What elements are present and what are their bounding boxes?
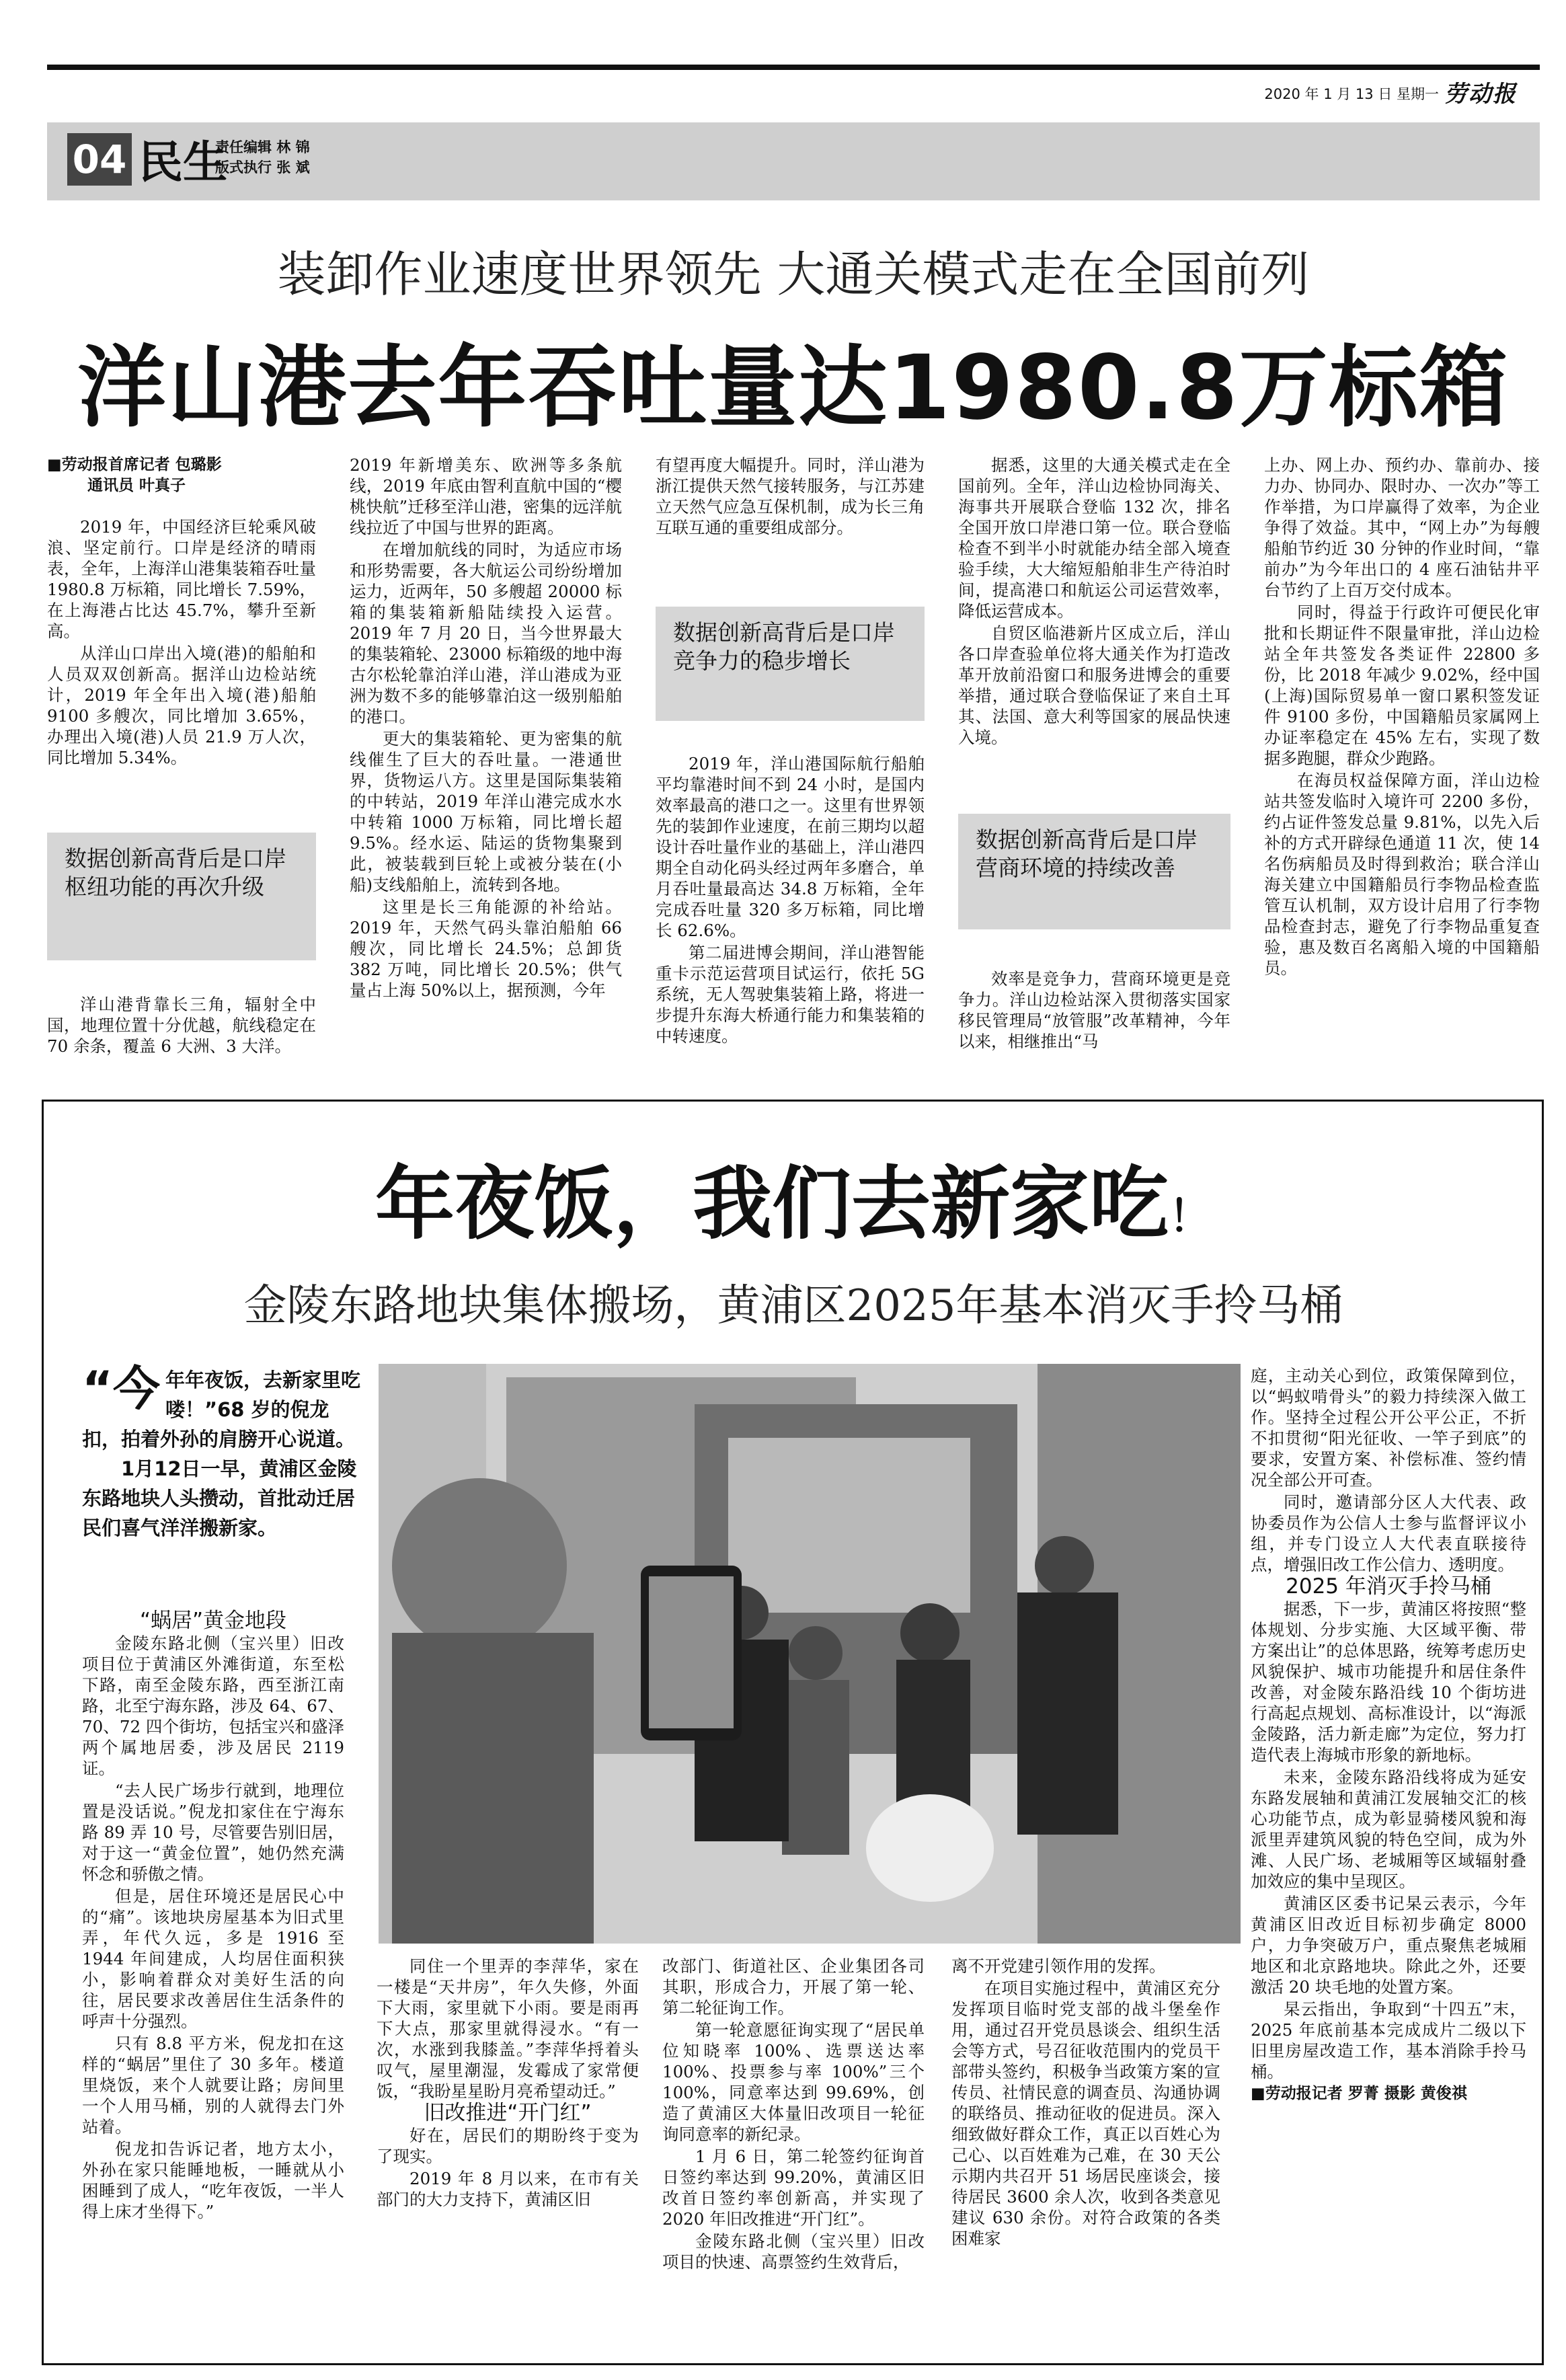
article1-byline2: 通讯员 叶真子 [87, 477, 186, 494]
page-number: 04 [67, 133, 132, 186]
article1-col5 [1264, 455, 1540, 980]
article1-col1b [47, 994, 316, 1058]
paragraph: 据悉，这里的大通关模式走在全国前列。全年，洋山边检协同海关、海事共开展联合登临 132 次，排名全国开放口岸港口第一位。联合登临检查不到半小时就能办结全部入境查验手续，大大缩短船舶非生产待泊时间，提高港口和航运公司运营效率，降低运营成本。 [958, 455, 1230, 621]
article2-headline-text: 年夜饭，我们去新家吃 [375, 1157, 1169, 1250]
paragraph: 上办、网上办、预约办、靠前办、接力办、协同办、限时办、一次办”等工作举措，为口岸赢得了效率，为企业争得了效益。其中，“网上办”为每艘船舶节约近 30 分钟的作业时间，“靠前办”为今年出口的 4 座石油钻井平台节约了上百万交付成本。 [1264, 455, 1540, 600]
paragraph: 从洋山口岸出入境(港)的船舶和人员双双创新高。据洋山边检站统计，2019 年全年出入境(港)船舶 9100 多艘次，同比增加 3.65%，办理出入境(港)人员 21.9 万人次，同比增加 5.34%。 [47, 644, 316, 767]
paragraph: 离不开党建引领作用的发挥。 [951, 1956, 1166, 1976]
article2-colB [377, 1956, 639, 2211]
subhead-c: 2025 年消灭手拎马桶 [1286, 1574, 1491, 1599]
paragraph: 庭，主动关心到位，政策保障到位，以“蚂蚁啃骨头”的毅力持续深入做工作。坚持全过程公开公平公正，不折不扣贯彻“阳光征收、一竿子到底”的要求，安置方案、补偿标准、签约情况全部公开可查。 [1251, 1366, 1526, 1490]
paragraph: 2019 年新增美东、欧洲等多条航线，2019 年底由智利直航中国的“樱桃快航”迁移至洋山港，密集的远洋航线拉近了中国与世界的距离。 [350, 455, 622, 537]
paragraph: 2019 年 8 月以来，在市有关部门的大力支持下，黄浦区旧 [377, 2169, 639, 2209]
paragraph: 2019 年，中国经济巨轮乘风破浪、坚定前行。口岸是经济的晴雨表，全年，上海洋山港集装箱吞吐量 1980.8 万标箱，同比增长 7.59%，在上海港占比达 45.7%，攀升至新高。 [47, 517, 316, 641]
photo-placeholder-icon [379, 1364, 1241, 1944]
dateline: 2020 年 1 月 13 日 星期一 [1264, 86, 1439, 102]
article2-colC [662, 1956, 925, 2274]
article2-lead [82, 1361, 364, 1543]
lead-text-2: 1月12日一早，黄浦区金陵东路地块人头攒动，首批动迁居民们喜气洋洋搬新家。 [82, 1457, 357, 1539]
paragraph: 在增加航线的同时，为适应市场和形势需要，各大航运公司纷纷增加运力，近两年，50 多艘超 20000 标箱的集装箱新船陆续投入运营。2019 年 7 月 20 日，当今世界最大的集装箱轮、23000 标箱级的地中海古尔松轮靠泊洋山港，洋山港成为亚洲为数不多的能够靠泊这一级别船舶的港口。 [350, 540, 622, 726]
paragraph: 金陵东路北侧（宝兴里）旧改项目位于黄浦区外滩街道，东至松下路，南至金陵东路，西至浙江南路，北至宁海东路，涉及 64、67、70、72 四个街坊，包括宝兴和盛泽两个属地居委，涉及居民 2119 证。 [82, 1634, 344, 1778]
editor-credits [215, 137, 310, 178]
article1-byline: ■劳动报首席记者 包璐影 [47, 456, 222, 473]
news-photo [379, 1364, 1241, 1944]
article2-credit: ■劳动报记者 罗菁 摄影 黄俊祺 [1251, 2085, 1467, 2102]
paragraph: “去人民广场步行就到，地理位置是没话说。”倪龙扣家住在宁海东路 89 弄 10 号，尽管要告别旧居，对于这一“黄金位置”，她仍然充满怀念和骄傲之情。 [82, 1781, 344, 1884]
newspaper-logo: 劳动报 [1444, 81, 1517, 108]
paragraph: 但是，居住环境还是居民心中的“痛”。该地块房屋基本为旧式里弄，年代久远，多是 1916 至 1944 年间建成，人均居住面积狭小，影响着群众对美好生活的向往，居民要求改善居住生活条件的呼声十分强烈。 [82, 1886, 344, 2031]
paragraph: 只有 8.8 平方米，倪龙扣在这样的“蜗居”里住了 30 多年。楼道里烧饭，来个人就要让路；房间里一个人用马桶，别的人就得去门外站着。 [82, 2034, 344, 2137]
article1-col4b [958, 968, 1230, 1053]
top-rule [47, 65, 1540, 70]
paragraph: 这里是长三角能源的补给站。2019 年，天然气码头靠泊船舶 66 艘次，同比增长 24.5%；总卸货 382 万吨，同比增长 20.5%；供气量占上海 50%以上，据预测，今年 [350, 897, 622, 1000]
layout-line: 版式执行 张 斌 [215, 159, 310, 176]
paragraph: 在海员权益保障方面，洋山边检站共签发临时入境许可 2200 多份，约占证件签发总量 9.81%，以先入后补的方式开辟绿色通道 11 次，使 14 名伤病船员及时得到救治；联合洋山海关建立中国籍船员行李物品检查监管互认机制，双方设计启用了行李物品检查封志，避免了行李物品重复查验，惠及数百名离船入境的中国籍船员。 [1264, 771, 1540, 978]
paragraph: 据悉，下一步，黄浦区将按照“整体规划、分步实施、大区域平衡、带方案出让”的总体思路，统筹考虑历史风貌保护、城市功能提升和居住条件改善，对金陵东路沿线 10 个街坊进行高起点规划、高标准设计，以“海派金陵路，活力新走廊”为定位，努力打造代表上海城市形象的新地标。 [1251, 1599, 1526, 1765]
paragraph: 2019 年，洋山港国际航行船舶平均靠港时间不到 24 小时，是国内效率最高的港口之一。这里有世界领先的装卸作业速度，在前三期均以超设计吞吐量作业的基础上，洋山港四期全自动化码头经过两年多磨合，单月吞吐量最高达 34.8 万标箱，全年完成吞吐量 320 多万标箱，同比增长 62.6%。 [656, 754, 925, 940]
paragraph: 同时，得益于行政许可便民化审批和长期证件不限量审批，洋山边检站全年共签发各类证件 22800 多份，比 2018 年减少 9.02%，经中国(上海)国际贸易单一窗口累积签发证件 9100 多份，中国籍船员家属网上办证率稳定在 45% 左右，实现了数据多跑腿，群众少跑路。 [1264, 603, 1540, 768]
article1-col4 [958, 455, 1230, 749]
article2-subheadline: 金陵东路地块集体搬场，黄浦区2025年基本消灭手拎马桶 [243, 1281, 1343, 1331]
paragraph: 自贸区临港新片区成立后，洋山各口岸查验单位将大通关作为打造改革开放前沿窗口和服务进博会的重要举措，通过联合登临保证了来自土耳其、法国、意大利等国家的展品快速入境。 [958, 623, 1230, 747]
paragraph: 1 月 6 日，第二轮签约征询首日签约率达到 99.20%，黄浦区旧改首日签约率创新高，并实现了 2020 年旧改推进“开门红”。 [662, 2147, 925, 2229]
paragraph: 有望再度大幅提升。同时，洋山港为浙江提供天然气接转服务，与江苏建立天然气应急互保机制，成为长三角互联互通的重要组成部分。 [656, 455, 925, 537]
article1-subhead-3: 数据创新高背后是口岸营商环境的持续改善 [958, 814, 1230, 929]
paragraph: 好在，居民们的期盼终于变为了现实。 [377, 2126, 639, 2166]
drop-cap: “今 [82, 1361, 161, 1416]
article1-col3 [656, 455, 925, 539]
article2-colD [951, 1956, 1220, 2250]
editor-line: 责任编辑 林 锦 [215, 139, 310, 155]
section-title: 民生 [139, 136, 227, 188]
paragraph: 倪龙扣告诉记者，地方太小，外孙在家只能睡地板，一睡就从小困睡到了成人，“吃年夜饭，一半人得上床才坐得下。” [82, 2139, 344, 2221]
paragraph: 第一轮意愿征询实现了“居民单位知晓率 100%、选票送达率 100%、投票参与率 100%”三个 100%，同意率达到 99.69%，创造了黄浦区大体量旧改项目一轮征询同意率的新纪录。 [662, 2020, 925, 2144]
paragraph: 金陵东路北侧（宝兴里）旧改项目的快速、高票签约生效背后， [662, 2231, 925, 2272]
article1-col2 [350, 455, 622, 1002]
lead-text: 年年夜饭，去新家里吃喽！”68 岁的倪龙扣，拍着外孙的肩膀开心说道。 [82, 1369, 361, 1451]
subhead-b: 旧改推进“开门红” [424, 2101, 592, 2125]
paragraph: 杲云指出，争取到“十四五”末，2025 年底前基本完成成片二级以下旧里房屋改造工作，基本消除手拎马桶。 [1251, 1999, 1526, 2081]
paragraph: 洋山港背靠长三角，辐射全中国，地理位置十分优越，航线稳定在 70 余条，覆盖 6 大洲、3 大洋。 [47, 995, 316, 1056]
paragraph: 同时，邀请部分区人大代表、政协委员作为公信人士参与监督评议小组，并专门设立人大代表直联接待点，增强旧改工作公信力、透明度。 [1251, 1492, 1526, 1574]
paragraph: 未来，金陵东路沿线将成为延安东路发展轴和黄浦江发展轴交汇的核心功能节点，成为彰显骑楼风貌和海派里弄建筑风貌的特色空间，成为外滩、人民广场、老城厢等区域辐射叠加效应的集中呈现区。 [1251, 1767, 1526, 1891]
paragraph: 黄浦区区委书记杲云表示，今年黄浦区旧改近目标初步确定 8000 户，力争突破万户，重点聚焦老城厢地区和北京路地块。除此之外，还要激活 20 块毛地的处置方案。 [1251, 1894, 1526, 1997]
article2-colA [82, 1611, 344, 2223]
subhead-a: “蜗居”黄金地段 [139, 1609, 287, 1633]
paragraph: 同住一个里弄的李萍华，家在一楼是“天井房”，年久失修，外面下大雨，家里就下小雨。要是雨再下大点，那家里就得浸水。“有一次，水涨到我膝盖。”李萍华捋着头叹气，屋里潮湿，发霉成了家常便饭，“我盼星星盼月亮希望动迁。” [377, 1956, 639, 2101]
paragraph: 更大的集装箱轮、更为密集的航线催生了巨大的吞吐量。一港通世界，货物运八方。这里是国际集装箱的中转站，2019 年洋山港完成水水中转箱 1000 万标箱，同比增长超 9.5%。经水运、陆运的货物集聚到此，被装载到巨轮上或被分装在(小船)支线船舶上，流转到各地。 [350, 729, 622, 894]
paragraph: 在项目实施过程中，黄浦区充分发挥项目临时党支部的战斗堡垒作用，通过召开党员恳谈会、组织生活会等方式，号召征收范围内的党员干部带头签约，积极争当政策方案的宣传员、社情民意的调查员、沟通协调的联络员、推动征收的促进员。深入细致做好群众工作，真正以百姓心为己心、以百姓难为己难，在 30 天公示期内共召开 51 场居民座谈会，接待居民 3600 余人次，收到各类意见建议 630 余份。对符合政策的各类困难家 [951, 1979, 1220, 2248]
article2-colE [1251, 1365, 1526, 2104]
paragraph: 改部门、街道社区、企业集团各司其职，形成合力，开展了第一轮、第二轮征询工作。 [662, 1956, 925, 2018]
article1-kicker: 装卸作业速度世界领先 大通关模式走在全国前列 [277, 246, 1310, 303]
article1-col1 [47, 455, 316, 769]
article1-subhead-1: 数据创新高背后是口岸枢纽功能的再次升级 [47, 833, 316, 960]
article2-headline [47, 1140, 1540, 1254]
paragraph: 第二届进博会期间，洋山港智能重卡示范运营项目试运行，依托 5G 系统，无人驾驶集装箱上路，将进一步提升东海大桥通行能力和集装箱的中转速度。 [656, 943, 925, 1046]
article1-col3b [656, 753, 925, 1048]
article1-headline: 洋山港去年吞吐量达1980.8万标箱 [77, 336, 1510, 440]
article1-subhead-2: 数据创新高背后是口岸竞争力的稳步增长 [656, 607, 925, 721]
article2-headline-mark: ！ [1169, 1192, 1212, 1242]
paragraph: 效率是竞争力，营商环境更是竞争力。洋山边检站深入贯彻落实国家移民管理局“放管服”改革精神，今年以来，相继推出“马 [958, 969, 1230, 1051]
